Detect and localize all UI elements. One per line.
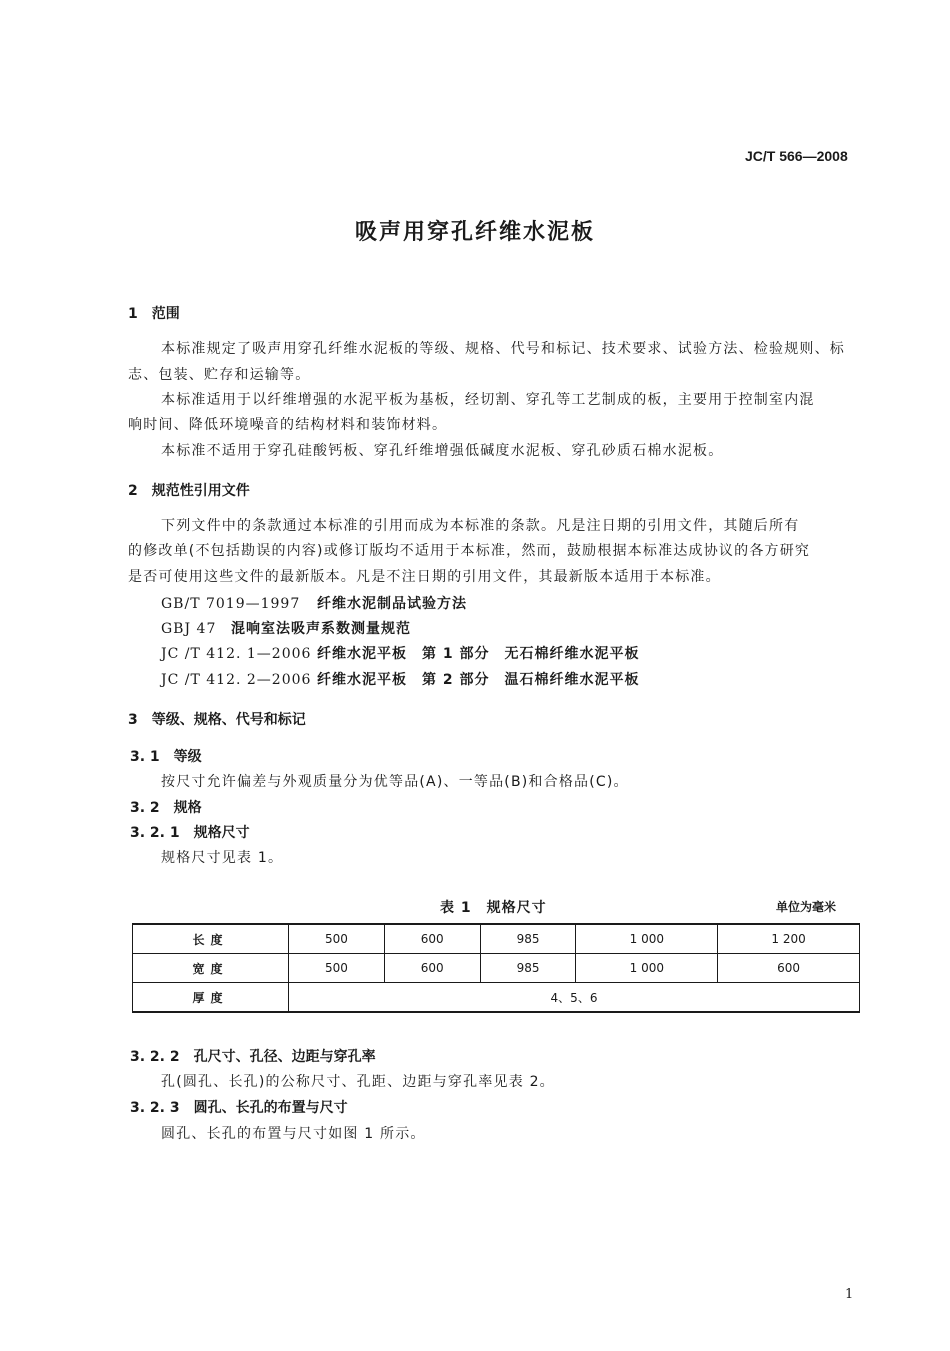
table-cell: 600 <box>384 924 480 954</box>
table-cell: 1 000 <box>576 924 718 954</box>
table-cell: 500 <box>289 924 385 954</box>
section-2-para-line-3: 是否可使用这些文件的最新版本。凡是不注日期的引用文件，其最新版本适用于本标准。 <box>128 569 721 585</box>
section-3-1-text: 按尺寸允许偏差与外观质量分为优等品(A)、一等品(B)和合格品(C)。 <box>161 774 629 790</box>
reference-item <box>161 643 640 663</box>
table-row <box>133 954 860 983</box>
section-3-2-2-heading: 3. 2. 2 孔尺寸、孔径、边距与穿孔率 <box>130 1049 376 1065</box>
table-cell-merged: 4、5、6 <box>289 983 860 1013</box>
table-cell: 1 000 <box>576 954 718 983</box>
reference-code: JC /T 412. 2—2006 <box>161 672 312 688</box>
section-3-2-3-heading: 3. 2. 3 圆孔、长孔的布置与尺寸 <box>130 1100 348 1116</box>
table-cell: 500 <box>289 954 385 983</box>
section-1-heading: 1 范围 <box>128 306 180 322</box>
reference-item <box>161 669 640 689</box>
table-row <box>133 924 860 954</box>
table-1-caption: 表 1 规格尺寸 <box>440 900 547 916</box>
section-3-2-2-text: 孔(圆孔、长孔)的公称尺寸、孔距、边距与穿孔率见表 2。 <box>161 1074 555 1090</box>
spec-table <box>132 923 860 1013</box>
standard-code: JC/T 566—2008 <box>745 148 848 164</box>
section-3-1-heading: 3. 1 等级 <box>130 749 202 765</box>
section-1-para-2-line-2: 响时间、降低环境噪音的结构材料和装饰材料。 <box>128 417 448 433</box>
reference-code: GBJ 47 <box>161 621 217 637</box>
reference-item <box>161 593 467 613</box>
reference-name: 混响室法吸声系数测量规范 <box>231 621 411 637</box>
reference-name: 纤维水泥制品试验方法 <box>317 596 467 612</box>
reference-code: JC /T 412. 1—2006 <box>161 646 312 662</box>
table-row <box>133 983 860 1013</box>
table-row-label: 厚度 <box>133 983 289 1013</box>
section-3-2-heading: 3. 2 规格 <box>130 800 202 816</box>
table-row-label: 宽度 <box>133 954 289 983</box>
table-cell: 985 <box>480 954 576 983</box>
section-1-para-1-line-1: 本标准规定了吸声用穿孔纤维水泥板的等级、规格、代号和标记、技术要求、试验方法、检验规则、标 <box>161 341 845 357</box>
reference-name: 纤维水泥平板 第 2 部分 温石棉纤维水泥平板 <box>317 672 640 688</box>
section-1-para-3: 本标准不适用于穿孔硅酸钙板、穿孔纤维增强低碱度水泥板、穿孔砂质石棉水泥板。 <box>161 443 724 459</box>
reference-item <box>161 618 411 638</box>
section-2-para-line-1: 下列文件中的条款通过本标准的引用而成为本标准的条款。凡是注日期的引用文件，其随后所有 <box>161 518 800 534</box>
section-2-para-line-2: 的修改单(不包括勘误的内容)或修订版均不适用于本标准，然而，鼓励根据本标准达成协议的各方研究 <box>128 543 811 559</box>
page-number: 1 <box>845 1287 854 1302</box>
table-cell: 600 <box>384 954 480 983</box>
table-1-unit: 单位为毫米 <box>776 900 837 914</box>
table-cell: 985 <box>480 924 576 954</box>
section-3-2-1-text: 规格尺寸见表 1。 <box>161 850 284 866</box>
section-3-2-1-heading: 3. 2. 1 规格尺寸 <box>130 825 250 841</box>
table-row-label: 长度 <box>133 924 289 954</box>
table-cell: 600 <box>718 954 860 983</box>
reference-name: 纤维水泥平板 第 1 部分 无石棉纤维水泥平板 <box>317 646 640 662</box>
section-3-2-3-text: 圆孔、长孔的布置与尺寸如图 1 所示。 <box>161 1126 426 1142</box>
table-cell: 1 200 <box>718 924 860 954</box>
section-1-para-1-line-2: 志、包装、贮存和运输等。 <box>128 367 311 383</box>
section-1-para-2-line-1: 本标准适用于以纤维增强的水泥平板为基板，经切割、穿孔等工艺制成的板，主要用于控制室内混 <box>161 392 815 408</box>
section-2-heading: 2 规范性引用文件 <box>128 483 250 499</box>
section-3-heading: 3 等级、规格、代号和标记 <box>128 712 306 728</box>
reference-code: GB/T 7019—1997 <box>161 596 301 612</box>
document-title: 吸声用穿孔纤维水泥板 <box>354 220 595 245</box>
